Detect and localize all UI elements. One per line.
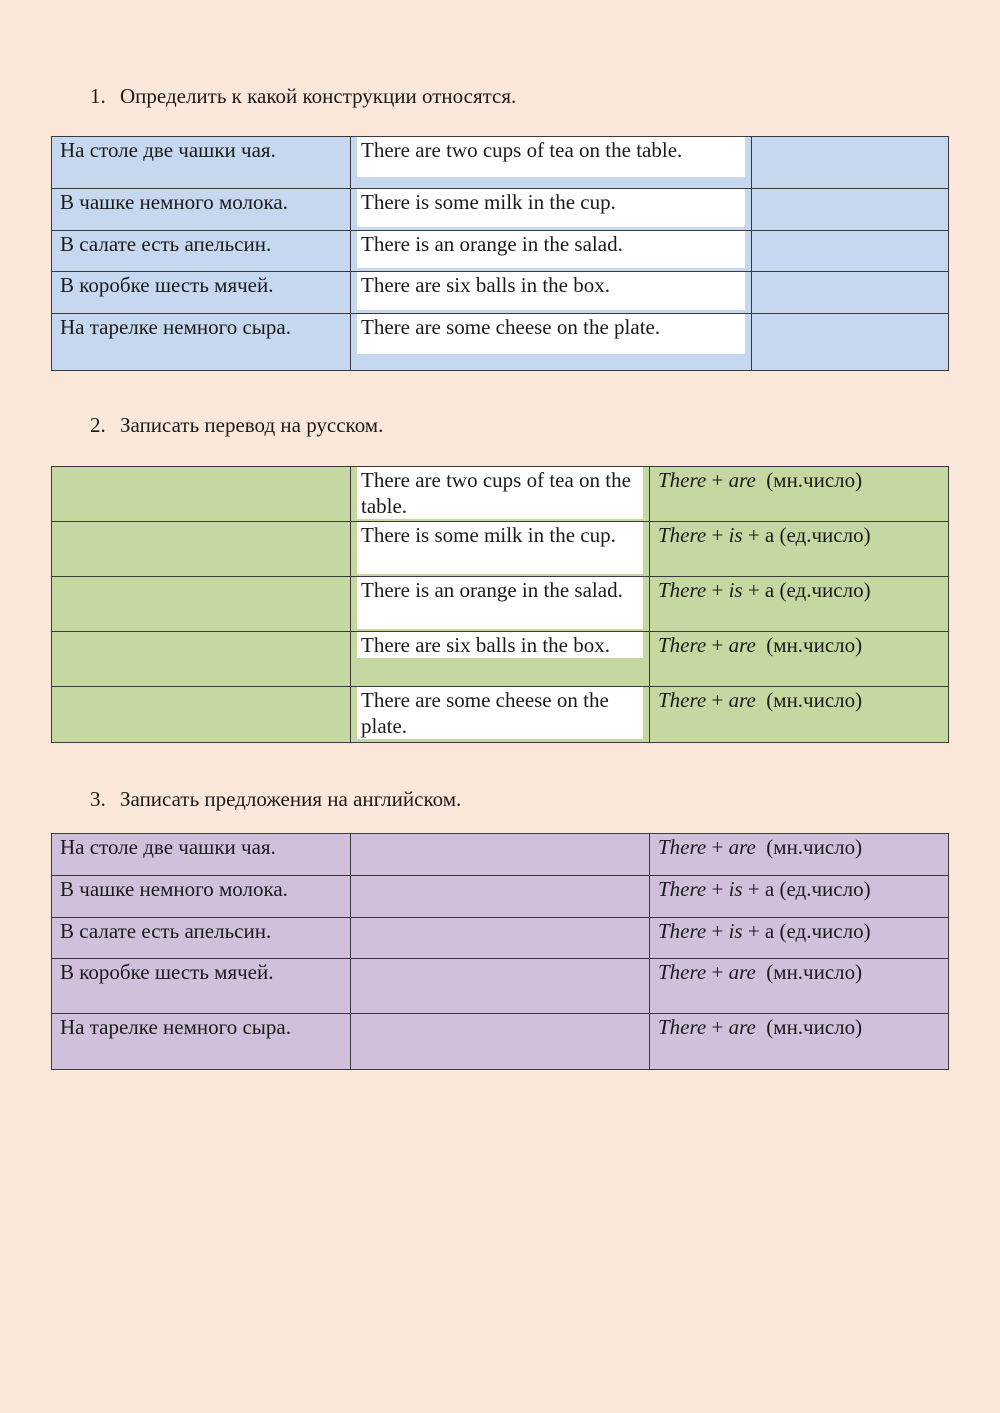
english-sentence: There are six balls in the box. (357, 272, 745, 310)
table-row (52, 1014, 949, 1070)
english-sentence-cell (351, 314, 752, 371)
formula-plus: + (711, 1015, 724, 1039)
formula-there: There (658, 919, 707, 943)
formula-tail: (мн.число) (766, 468, 863, 492)
table-row (52, 189, 949, 231)
table-row (52, 876, 949, 918)
formula-tail: + a (ед.число) (747, 523, 871, 547)
formula-verb: is (728, 919, 743, 943)
answer-field[interactable] (752, 272, 949, 314)
table-row (52, 272, 949, 314)
section3-table (51, 833, 949, 1070)
english-sentence: There are two cups of tea on the table. (357, 467, 643, 519)
formula-verb: are (728, 1015, 756, 1039)
formula-plus: + (711, 688, 724, 712)
formula (650, 577, 949, 632)
table-row (52, 231, 949, 272)
formula-plus: + (711, 523, 724, 547)
answer-field[interactable] (351, 959, 650, 1014)
formula-there: There (658, 835, 707, 859)
english-sentence-cell (351, 467, 650, 522)
formula-verb: are (728, 688, 756, 712)
russian-sentence: В салате есть апельсин. (52, 918, 351, 959)
formula-plus: + (711, 835, 724, 859)
russian-sentence: На столе две чашки чая. (52, 137, 351, 189)
formula-there: There (658, 688, 707, 712)
section3-number: 3. (90, 787, 106, 811)
table-row (52, 314, 949, 371)
formula-there: There (658, 633, 707, 657)
formula (650, 918, 949, 959)
answer-field[interactable] (351, 834, 650, 876)
formula-tail: (мн.число) (766, 633, 863, 657)
english-sentence: There are two cups of tea on the table. (357, 137, 745, 177)
section1-table (51, 136, 949, 371)
section1-heading (90, 83, 516, 109)
section3-title: Записать предложения на английском. (120, 787, 462, 811)
formula (650, 687, 949, 743)
table-row (52, 467, 949, 522)
formula-there: There (658, 468, 707, 492)
answer-field[interactable] (52, 687, 351, 743)
answer-field[interactable] (52, 522, 351, 577)
formula-tail: (мн.число) (766, 835, 863, 859)
answer-field[interactable] (351, 1014, 650, 1070)
formula-plus: + (711, 468, 724, 492)
formula-verb: is (728, 877, 743, 901)
table-row (52, 959, 949, 1014)
formula-there: There (658, 877, 707, 901)
table-row (52, 577, 949, 632)
english-sentence: There is some milk in the cup. (357, 522, 643, 574)
formula-there: There (658, 578, 707, 602)
russian-sentence: В коробке шесть мячей. (52, 272, 351, 314)
english-sentence-cell (351, 272, 752, 314)
english-sentence: There are some cheese on the plate. (357, 687, 643, 739)
formula (650, 632, 949, 687)
section1-title: Определить к какой конструкции относятся. (120, 84, 517, 108)
formula (650, 834, 949, 876)
english-sentence: There is some milk in the cup. (357, 189, 745, 227)
formula (650, 522, 949, 577)
english-sentence-cell (351, 522, 650, 577)
formula-verb: are (728, 633, 756, 657)
answer-field[interactable] (351, 876, 650, 918)
english-sentence: There is an orange in the salad. (357, 231, 745, 268)
answer-field[interactable] (752, 189, 949, 231)
english-sentence-cell (351, 577, 650, 632)
answer-field[interactable] (752, 231, 949, 272)
russian-sentence: В салате есть апельсин. (52, 231, 351, 272)
formula (650, 467, 949, 522)
table-row (52, 834, 949, 876)
table-row (52, 687, 949, 743)
formula-there: There (658, 523, 707, 547)
russian-sentence: На столе две чашки чая. (52, 834, 351, 876)
formula-tail: (мн.число) (766, 960, 863, 984)
formula-plus: + (711, 960, 724, 984)
section3-heading (90, 786, 461, 812)
formula-plus: + (711, 633, 724, 657)
formula-verb: are (728, 960, 756, 984)
russian-sentence: В коробке шесть мячей. (52, 959, 351, 1014)
section2-table (51, 466, 949, 743)
table-row (52, 632, 949, 687)
section1-number: 1. (90, 84, 106, 108)
answer-field[interactable] (752, 314, 949, 371)
russian-sentence: На тарелке немного сыра. (52, 1014, 351, 1070)
section2-number: 2. (90, 413, 106, 437)
formula-there: There (658, 1015, 707, 1039)
section2-heading (90, 412, 383, 438)
formula-tail: + a (ед.число) (747, 578, 871, 602)
table-row (52, 522, 949, 577)
section2-title: Записать перевод на русском. (120, 413, 384, 437)
formula (650, 1014, 949, 1070)
formula-verb: are (728, 468, 756, 492)
answer-field[interactable] (351, 918, 650, 959)
english-sentence-cell (351, 687, 650, 743)
table-row (52, 137, 949, 189)
english-sentence: There are six balls in the box. (357, 632, 643, 658)
answer-field[interactable] (52, 467, 351, 522)
formula-verb: are (728, 835, 756, 859)
russian-sentence: В чашке немного молока. (52, 189, 351, 231)
formula-plus: + (711, 877, 724, 901)
formula-verb: is (728, 578, 743, 602)
english-sentence-cell (351, 231, 752, 272)
english-sentence: There is an orange in the salad. (357, 577, 643, 629)
formula (650, 959, 949, 1014)
answer-field[interactable] (52, 577, 351, 632)
answer-field[interactable] (752, 137, 949, 189)
formula-tail: + a (ед.число) (747, 877, 871, 901)
table-row (52, 918, 949, 959)
formula-tail: (мн.число) (766, 688, 863, 712)
formula-plus: + (711, 919, 724, 943)
formula-plus: + (711, 578, 724, 602)
formula-there: There (658, 960, 707, 984)
formula-tail: + a (ед.число) (747, 919, 871, 943)
russian-sentence: В чашке немного молока. (52, 876, 351, 918)
english-sentence: There are some cheese on the plate. (357, 314, 745, 354)
formula (650, 876, 949, 918)
answer-field[interactable] (52, 632, 351, 687)
formula-tail: (мн.число) (766, 1015, 863, 1039)
formula-verb: is (728, 523, 743, 547)
english-sentence-cell (351, 632, 650, 687)
english-sentence-cell (351, 189, 752, 231)
russian-sentence: На тарелке немного сыра. (52, 314, 351, 371)
english-sentence-cell (351, 137, 752, 189)
